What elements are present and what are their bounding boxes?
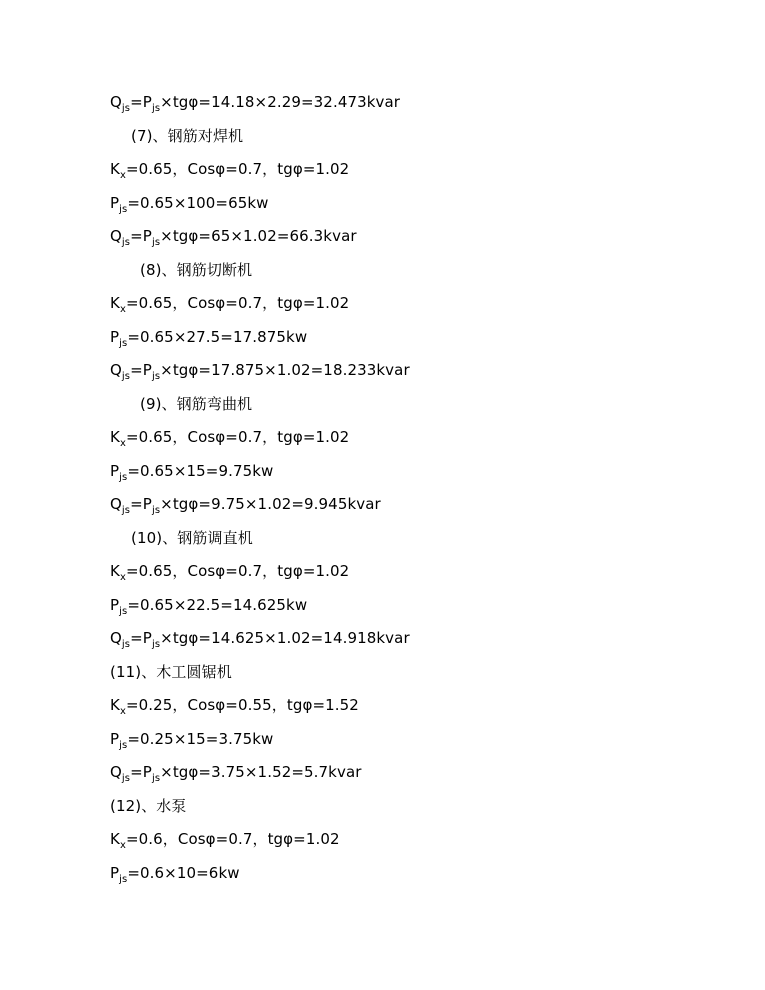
symbol-q: Q bbox=[110, 495, 122, 513]
symbol-k: K bbox=[110, 830, 120, 848]
text-segment: =0.25，Cosφ=0.55，tgφ=1.52 bbox=[125, 696, 359, 714]
formula-line-kx-10 bbox=[110, 561, 349, 584]
section-heading-text: (9)、钢筋弯曲机 bbox=[140, 395, 253, 413]
subscript-js: js bbox=[119, 740, 128, 751]
subscript-x: x bbox=[119, 840, 126, 851]
symbol-p: P bbox=[110, 462, 120, 480]
formula-line-q-js-9 bbox=[110, 494, 381, 517]
subscript-js: js bbox=[121, 639, 131, 650]
formula-line-q-js-7 bbox=[110, 226, 357, 249]
formula-line-q-js-11 bbox=[110, 762, 362, 785]
symbol-k: K bbox=[110, 562, 120, 580]
subscript-js: js bbox=[119, 338, 128, 349]
subscript-x: x bbox=[119, 304, 126, 315]
subscript-js: js bbox=[151, 505, 161, 516]
subscript-js: js bbox=[121, 237, 131, 248]
formula-line-kx-7 bbox=[110, 159, 349, 182]
symbol-p: P bbox=[110, 194, 120, 212]
symbol-q: Q bbox=[110, 227, 122, 245]
text-segment: =0.65，Cosφ=0.7，tgφ=1.02 bbox=[125, 562, 350, 580]
text-segment: =P bbox=[130, 227, 152, 245]
formula-line-kx-11 bbox=[110, 695, 359, 718]
subscript-js: js bbox=[151, 773, 161, 784]
text-segment: =0.65，Cosφ=0.7，tgφ=1.02 bbox=[125, 428, 350, 446]
section-heading-11 bbox=[110, 662, 232, 682]
symbol-k: K bbox=[110, 160, 120, 178]
subscript-js: js bbox=[119, 472, 128, 483]
subscript-js: js bbox=[151, 371, 161, 382]
symbol-q: Q bbox=[110, 763, 122, 781]
text-segment: ×tgφ=65×1.02=66.3kvar bbox=[160, 227, 357, 245]
subscript-x: x bbox=[119, 438, 126, 449]
text-segment: ×tgφ=9.75×1.02=9.945kvar bbox=[160, 495, 381, 513]
text-segment: =P bbox=[130, 629, 152, 647]
formula-line-q-js-10 bbox=[110, 628, 410, 651]
formula-line-q-js-8 bbox=[110, 360, 410, 383]
section-heading-text: (12)、水泵 bbox=[110, 797, 187, 815]
formula-line-kx-9 bbox=[110, 427, 349, 450]
text-segment: =0.65，Cosφ=0.7，tgφ=1.02 bbox=[125, 160, 350, 178]
subscript-js: js bbox=[121, 505, 131, 516]
subscript-x: x bbox=[119, 170, 126, 181]
symbol-p: P bbox=[110, 864, 120, 882]
subscript-js: js bbox=[121, 371, 131, 382]
subscript-x: x bbox=[119, 706, 126, 717]
section-heading-text: (7)、钢筋对焊机 bbox=[131, 127, 244, 145]
text-segment: ×tgφ=14.18×2.29=32.473kvar bbox=[160, 93, 401, 111]
symbol-p: P bbox=[110, 730, 120, 748]
symbol-q: Q bbox=[110, 93, 122, 111]
section-heading-text: (8)、钢筋切断机 bbox=[140, 261, 253, 279]
subscript-js: js bbox=[119, 204, 128, 215]
formula-line-q-js-1 bbox=[110, 92, 400, 115]
section-heading-7 bbox=[131, 126, 243, 146]
text-segment: =0.65×100=65kw bbox=[127, 194, 269, 212]
subscript-js: js bbox=[121, 103, 131, 114]
symbol-q: Q bbox=[110, 361, 122, 379]
symbol-k: K bbox=[110, 294, 120, 312]
formula-line-p-js-11 bbox=[110, 729, 273, 752]
subscript-x: x bbox=[119, 572, 126, 583]
text-segment: ×tgφ=17.875×1.02=18.233kvar bbox=[160, 361, 410, 379]
section-heading-8 bbox=[140, 260, 252, 280]
symbol-p: P bbox=[110, 328, 120, 346]
formula-line-kx-12 bbox=[110, 829, 340, 852]
formula-line-p-js-10 bbox=[110, 595, 307, 618]
text-segment: =0.65×22.5=14.625kw bbox=[127, 596, 308, 614]
text-segment: ×tgφ=3.75×1.52=5.7kvar bbox=[160, 763, 362, 781]
text-segment: =0.6×10=6kw bbox=[127, 864, 240, 882]
formula-line-p-js-12 bbox=[110, 863, 240, 886]
symbol-p: P bbox=[110, 596, 120, 614]
text-segment: =P bbox=[130, 495, 152, 513]
text-segment: =0.25×15=3.75kw bbox=[127, 730, 274, 748]
subscript-js: js bbox=[151, 237, 161, 248]
section-heading-9 bbox=[140, 394, 252, 414]
section-heading-10 bbox=[131, 528, 253, 548]
text-segment: =0.65×27.5=17.875kw bbox=[127, 328, 308, 346]
section-heading-12 bbox=[110, 796, 187, 816]
section-heading-text: (10)、钢筋调直机 bbox=[131, 529, 253, 547]
subscript-js: js bbox=[151, 103, 161, 114]
symbol-k: K bbox=[110, 428, 120, 446]
text-segment: =P bbox=[130, 93, 152, 111]
text-segment: =0.6，Cosφ=0.7，tgφ=1.02 bbox=[125, 830, 340, 848]
subscript-js: js bbox=[119, 606, 128, 617]
text-segment: =P bbox=[130, 361, 152, 379]
formula-line-p-js-8 bbox=[110, 327, 307, 350]
formula-line-kx-8 bbox=[110, 293, 349, 316]
section-heading-text: (11)、木工圆锯机 bbox=[110, 663, 232, 681]
formula-line-p-js-9 bbox=[110, 461, 273, 484]
symbol-k: K bbox=[110, 696, 120, 714]
subscript-js: js bbox=[119, 874, 128, 885]
symbol-q: Q bbox=[110, 629, 122, 647]
subscript-js: js bbox=[151, 639, 161, 650]
text-segment: =0.65，Cosφ=0.7，tgφ=1.02 bbox=[125, 294, 350, 312]
text-segment: =P bbox=[130, 763, 152, 781]
formula-line-p-js-7 bbox=[110, 193, 269, 216]
subscript-js: js bbox=[121, 773, 131, 784]
text-segment: ×tgφ=14.625×1.02=14.918kvar bbox=[160, 629, 410, 647]
text-segment: =0.65×15=9.75kw bbox=[127, 462, 274, 480]
